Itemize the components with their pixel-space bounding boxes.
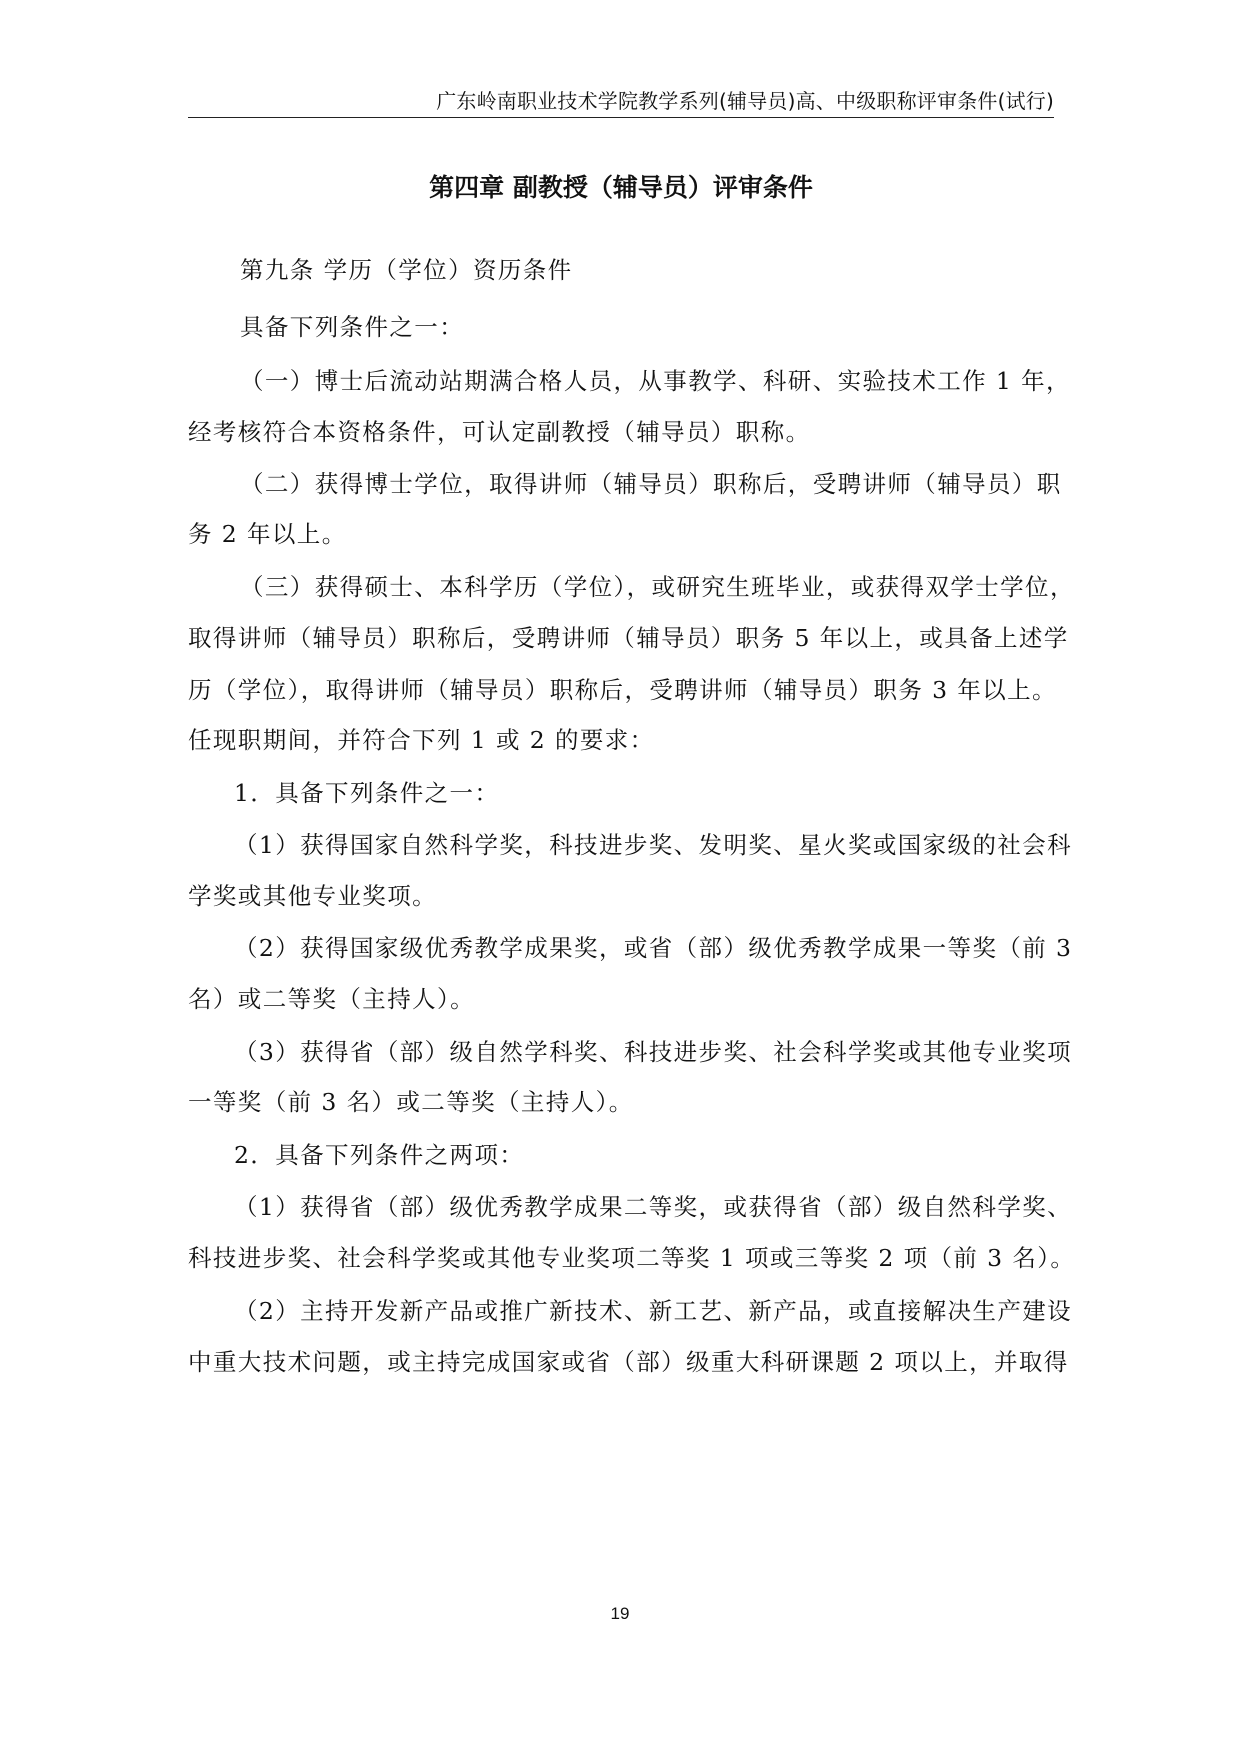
paragraph-line: 名）或二等奖（主持人）。: [188, 985, 476, 1013]
paragraph-line: （一）博士后流动站期满合格人员，从事教学、科研、实验技术工作 1 年，: [240, 367, 1071, 395]
paragraph-line: 经考核符合本资格条件，可认定副教授（辅导员）职称。: [188, 418, 811, 446]
article-heading: 第九条 学历（学位）资历条件: [240, 256, 573, 284]
list-heading: 2．具备下列条件之两项：: [234, 1141, 525, 1169]
running-header: 广东岭南职业技术学院教学系列(辅导员)高、中级职称评审条件(试行): [436, 89, 1054, 113]
paragraph-line: 科技进步奖、社会科学奖或其他专业奖项二等奖 1 项或三等奖 2 项（前 3 名）。: [188, 1244, 1076, 1272]
paragraph-line: 任现职期间，并符合下列 1 或 2 的要求：: [188, 726, 655, 754]
chapter-title: 第四章 副教授（辅导员）评审条件: [429, 173, 813, 202]
header-rule: [188, 117, 1054, 118]
paragraph-line: 中重大技术问题，或主持完成国家或省（部）级重大科研课题 2 项以上，并取得: [188, 1348, 1069, 1376]
list-heading: 1．具备下列条件之一：: [234, 779, 500, 807]
paragraph-line: 学奖或其他专业奖项。: [188, 882, 437, 910]
page-number: 19: [610, 1604, 630, 1623]
paragraph-line: 务 2 年以上。: [188, 520, 347, 548]
paragraph-line: （2）获得国家级优秀教学成果奖，或省（部）级优秀教学成果一等奖（前 3: [234, 934, 1073, 962]
paragraph-line: 具备下列条件之一：: [240, 313, 465, 341]
paragraph-line: （1）获得省（部）级优秀教学成果二等奖，或获得省（部）级自然科学奖、: [234, 1193, 1073, 1221]
paragraph-line: （二）获得博士学位，取得讲师（辅导员）职称后，受聘讲师（辅导员）职: [240, 470, 1062, 498]
paragraph-line: （1）获得国家自然科学奖，科技进步奖、发明奖、星火奖或国家级的社会科: [234, 831, 1073, 859]
paragraph-line: （三）获得硕士、本科学历（学位），或研究生班毕业，或获得双学士学位，: [240, 573, 1075, 601]
paragraph-line: （2）主持开发新产品或推广新技术、新工艺、新产品，或直接解决生产建设: [234, 1297, 1073, 1325]
paragraph-line: 历（学位），取得讲师（辅导员）职称后，受聘讲师（辅导员）职务 3 年以上。: [188, 676, 1057, 704]
paragraph-line: 取得讲师（辅导员）职称后，受聘讲师（辅导员）职务 5 年以上，或具备上述学: [188, 624, 1069, 652]
paragraph-line: （3）获得省（部）级自然学科奖、科技进步奖、社会科学奖或其他专业奖项: [234, 1038, 1073, 1066]
paragraph-line: 一等奖（前 3 名）或二等奖（主持人）。: [188, 1088, 634, 1116]
